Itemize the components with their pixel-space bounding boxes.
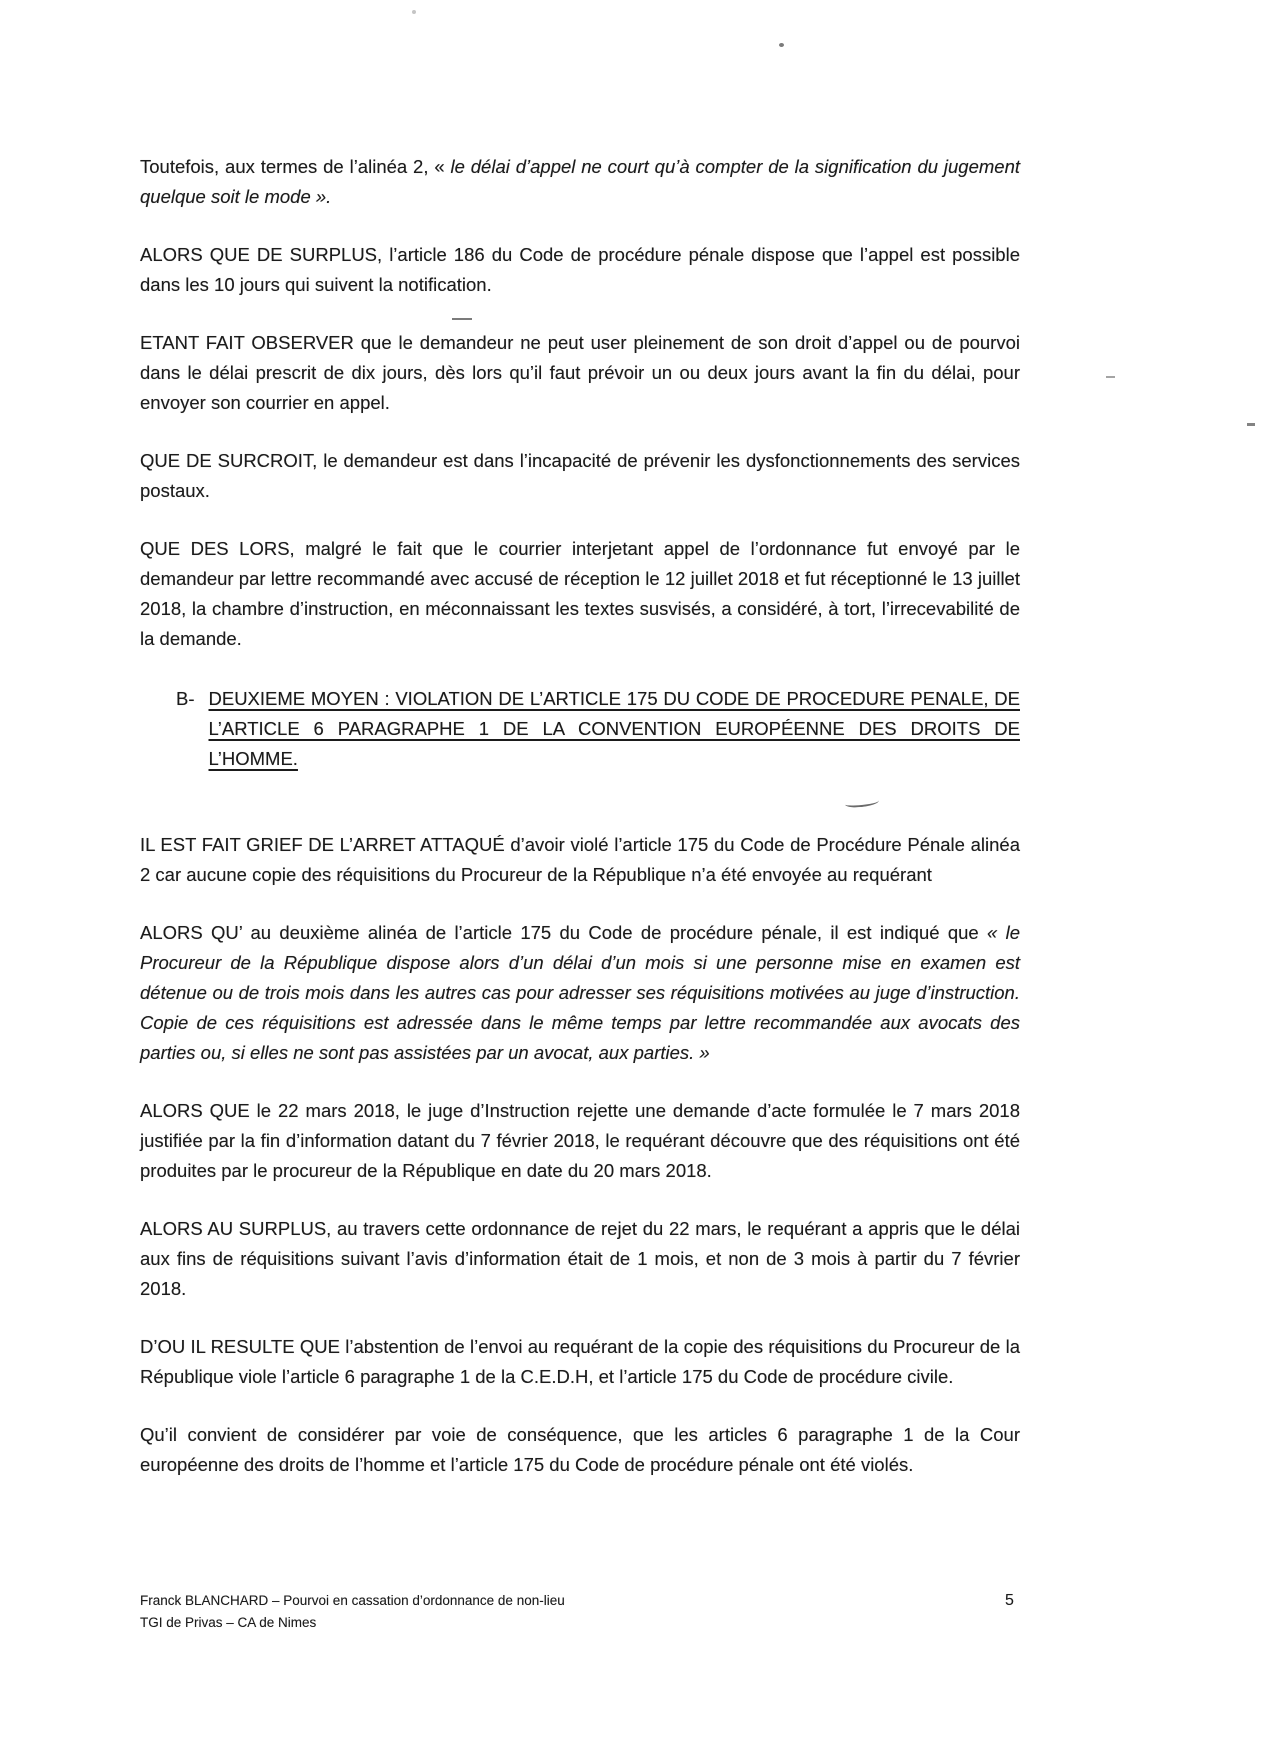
scan-mark [452, 318, 472, 320]
scan-mark [1247, 423, 1255, 426]
footer-line-2: TGI de Privas – CA de Nimes [140, 1615, 317, 1630]
heading-label: B- [176, 688, 195, 709]
body-text: ALORS QUE DE SURPLUS, l’article 186 du Code de procédure pénale dispose que l’appel est possible dans les 10 jours qui suivent la notification. [140, 244, 1020, 295]
quoted-italic-text: le délai d’appel ne court qu’à compter de la signification du jugement quelque soit le mode ». [140, 156, 1020, 207]
footer [140, 1590, 1020, 1634]
body-text: ALORS QUE le 22 mars 2018, le juge d’Instruction rejette une demande d’acte formulée le 7 mars 2018 justifiée par la fin d’information datant du 7 février 2018, le requérant découvre que des réquisitions ont été produites par le procureur de la République en date du 20 mars 2018. [140, 1100, 1020, 1181]
paragraph [140, 1096, 1020, 1186]
body-text: Toutefois, aux termes de l’alinéa 2, « [140, 156, 451, 177]
heading-text: DEUXIEME MOYEN : VIOLATION DE L’ARTICLE 175 DU CODE DE PROCEDURE PENALE, DE L’ARTICLE 6 PARAGRAPHE 1 DE LA CONVENTION EUROPÉENNE DES DROITS DE L’HOMME. [208, 688, 1020, 769]
paragraph [140, 918, 1020, 1068]
paragraph [140, 1332, 1020, 1392]
paragraph [140, 240, 1020, 300]
section-heading [176, 684, 1020, 774]
paragraph [140, 534, 1020, 654]
body-text: ALORS QU’ au deuxième alinéa de l’article 175 du Code de procédure pénale, il est indiqué que [140, 922, 988, 943]
body-text: D’OU IL RESULTE QUE l’abstention de l’envoi au requérant de la copie des réquisitions du Procureur de la République viole l’article 6 paragraphe 1 de la C.E.D.H, et l’article 175 du Code de procédure civile. [140, 1336, 1020, 1387]
paragraph [140, 446, 1020, 506]
body-text: ETANT FAIT OBSERVER que le demandeur ne peut user pleinement de son droit d’appel ou de pourvoi dans le délai prescrit de dix jours, dès lors qu’il faut prévoir un ou deux jours avant la fin du délai, pour envoyer son courrier en appel. [140, 332, 1020, 413]
body-text: QUE DES LORS, malgré le fait que le courrier interjetant appel de l’ordonnance fut envoyé par le demandeur par lettre recommandé avec accusé de réception le 12 juillet 2018 et fut réceptionné le 13 juillet 2018, la chambre d’instruction, en méconnaissant les textes susvisés, a considéré, à tort, l’irrecevabilité de la demande. [140, 538, 1020, 649]
paragraph [140, 830, 1020, 890]
scan-speck [779, 43, 784, 47]
body-text: Qu’il convient de considérer par voie de conséquence, que les articles 6 paragraphe 1 de la Cour européenne des droits de l’homme et l’article 175 du Code de procédure pénale ont été violés. [140, 1424, 1020, 1475]
document-body [140, 152, 1020, 1508]
paragraph [140, 1420, 1020, 1480]
body-text: IL EST FAIT GRIEF DE L’ARRET ATTAQUÉ d’avoir violé l’article 175 du Code de Procédure Pénale alinéa 2 car aucune copie des réquisitions du Procureur de la République n’a été envoyée au requérant [140, 834, 1020, 885]
paragraph [140, 328, 1020, 418]
body-text: QUE DE SURCROIT, le demandeur est dans l’incapacité de prévenir les dysfonctionnements des services postaux. [140, 450, 1020, 501]
page-number: 5 [1005, 1592, 1014, 1609]
body-text: ALORS AU SURPLUS, au travers cette ordonnance de rejet du 22 mars, le requérant a appris que le délai aux fins de réquisitions suivant l’avis d’information était de 1 mois, et non de 3 mois à partir du 7 février 2018. [140, 1218, 1020, 1299]
scan-speck [412, 10, 416, 14]
paragraph [140, 1214, 1020, 1304]
footer-line-1: Franck BLANCHARD – Pourvoi en cassation d’ordonnance de non-lieu [140, 1593, 565, 1608]
paragraph [140, 152, 1020, 212]
scan-mark [1106, 376, 1115, 378]
quoted-italic-text: « le Procureur de la République dispose alors d’un délai d’un mois si une personne mise en examen est détenue ou de trois mois dans les autres cas pour adresser ses réquisitions motivées au juge d’instruction. Copie de ces réquisitions est adressée dans le même temps par lettre recommandée aux avocats des parties ou, si elles ne sont pas assistées par un avocat, aux parties. » [140, 922, 1021, 1063]
